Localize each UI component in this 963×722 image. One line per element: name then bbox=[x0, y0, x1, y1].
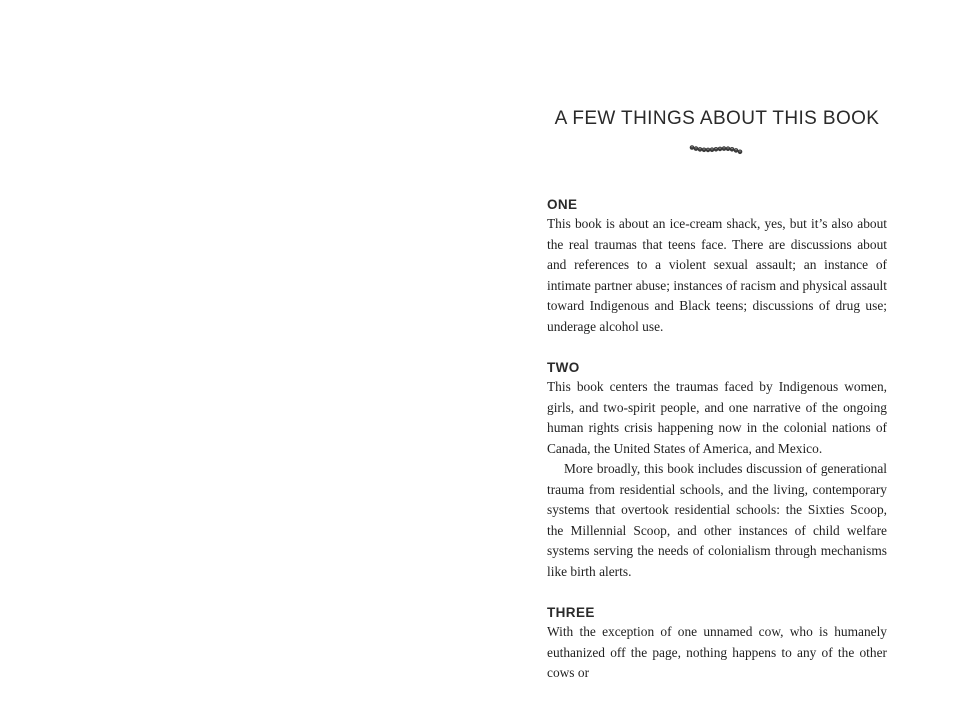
section-three bbox=[547, 604, 887, 684]
paragraph: More broadly, this book includes discussion of generational trauma from residential schools, and the living, contemporary systems that overtook residential schools: the Sixties Scoop, the Millennial Scoop, and other instances of child welfare systems serving the needs of colonialism through mechanisms like birth alerts. bbox=[547, 461, 887, 579]
paragraph: With the exception of one unnamed cow, who is humanely euthanized off the page, nothing happens to any of the other cows or bbox=[547, 624, 887, 680]
section-label: THREE bbox=[547, 605, 595, 620]
beaded-line-ornament bbox=[689, 141, 743, 157]
book-content bbox=[547, 196, 887, 684]
paragraph: This book is about an ice-cream shack, yes, but it’s also about the real traumas that teens face. There are discussions about and references to a violent sexual assault; an instance of intimate partner abuse; instances of racism and physical assault toward Indigenous and Black teens; discussions of drug use; underage alcohol use. bbox=[547, 216, 887, 334]
section-label: TWO bbox=[547, 360, 580, 375]
left-page-blank bbox=[0, 0, 481, 722]
section-two bbox=[547, 359, 887, 582]
section-label: ONE bbox=[547, 197, 578, 212]
paragraph: This book centers the traumas faced by Indigenous women, girls, and two-spirit people, and one narrative of the ongoing human rights crisis happening now in the colonial nations of Canada, the United States of America, and Mexico. bbox=[547, 379, 887, 456]
page-title: A FEW THINGS ABOUT THIS BOOK bbox=[554, 108, 880, 129]
section-one bbox=[547, 196, 887, 337]
